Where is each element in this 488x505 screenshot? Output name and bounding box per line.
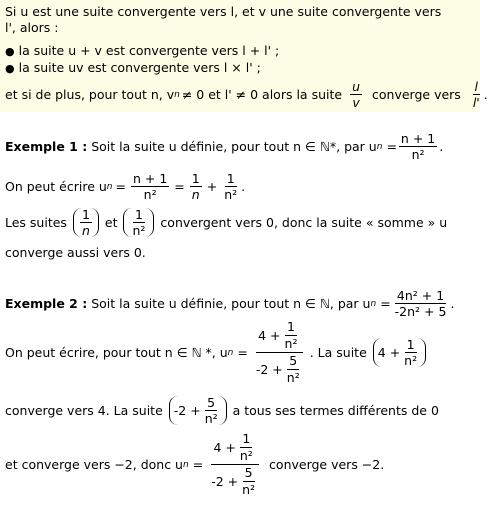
fraction-u-over-v: $\frac{u}{v}$	[352, 79, 361, 110]
compound-fraction-1: 4 + $\frac{1}{\text{n²}}$ -2 + $\frac{5}{\text{n²}}$	[254, 320, 306, 385]
bullet-icon: ●	[5, 62, 15, 75]
fraction-l-over-lprime: $\frac{l}{l'}$	[472, 79, 480, 110]
sequence-minus-2-plus: -2 + $\frac{5}{\text{n²}}$	[169, 396, 227, 425]
sequence-1-over-n: $\frac{1}{n}$	[73, 208, 99, 237]
sequence-1-over-n-squared: $\frac{1}{\text{n²}}$	[123, 208, 154, 237]
example-2-line-2: On peut écrire, pour tout n ∈ ℕ *, u n = 4 + $\frac{1}{\text{n²}}$ -2 + $\frac{5}{\text{n²}}$ . La suite 4 + $\frac{1}{\text{n²}}$	[5, 320, 427, 385]
example-2-line-1: Exemple 2 : Soit la suite u définie, pour tout n ∈ ℕ, par u n = $\frac{\text{4n² + 1}}{\text{-2n² + 5}}$ .	[5, 288, 455, 319]
fraction-u-n: $\frac{n + 1}{\text{n²}}$	[400, 131, 436, 162]
example-1-line-4: converge aussi vers 0.	[5, 245, 146, 260]
theorem-line-3: et si de plus, pour tout n, v n ≠ 0 et l' ≠ 0 alors la suite $\frac{u}{v}$ converge vers $\frac{l}{l'}$ .	[5, 79, 488, 110]
theorem-line-2: l', alors :	[5, 20, 59, 35]
example-2-line-4: et converge vers −2, donc u n = 4 + $\frac{1}{\text{n²}}$ -2 + $\frac{5}{\text{n²}}$ converge vers −2.	[5, 431, 385, 497]
sequence-4-plus: 4 + $\frac{1}{\text{n²}}$	[373, 338, 426, 367]
example-2-title: Exemple 2 :	[5, 295, 88, 311]
fraction-u-n-2: $\frac{\text{4n² + 1}}{\text{-2n² + 5}}$	[394, 288, 447, 319]
theorem-bullet-1: ● la suite u + v est convergente vers l + l' ;	[5, 43, 280, 58]
bullet-icon: ●	[5, 45, 15, 58]
example-1-line-2: On peut écrire u n = $\frac{n + 1}{\text{n²}}$ = $\frac{1}{n}$ + $\frac{1}{\text{n²}}$ .	[5, 171, 246, 202]
example-1-line-3: Les suites $\frac{1}{n}$ et $\frac{1}{\text{n²}}$ convergent vers 0, donc la suite « somme » u	[5, 207, 448, 238]
example-1-line-1: Exemple 1 : Soit la suite u définie, pour tout n ∈ ℕ*, par u n = $\frac{n + 1}{\text{n²}}$ .	[5, 131, 444, 162]
theorem-bullet-2: ● la suite uv est convergente vers l × l' ;	[5, 60, 261, 75]
theorem-line-1: Si u est une suite convergente vers l, et v une suite convergente vers	[5, 4, 442, 19]
example-1-title: Exemple 1 :	[5, 138, 88, 154]
compound-fraction-2: 4 + $\frac{1}{\text{n²}}$ -2 + $\frac{5}{\text{n²}}$	[209, 432, 261, 497]
example-2-line-3: converge vers 4. La suite -2 + $\frac{5}{\text{n²}}$ a tous ses termes différents de 0	[5, 395, 439, 426]
